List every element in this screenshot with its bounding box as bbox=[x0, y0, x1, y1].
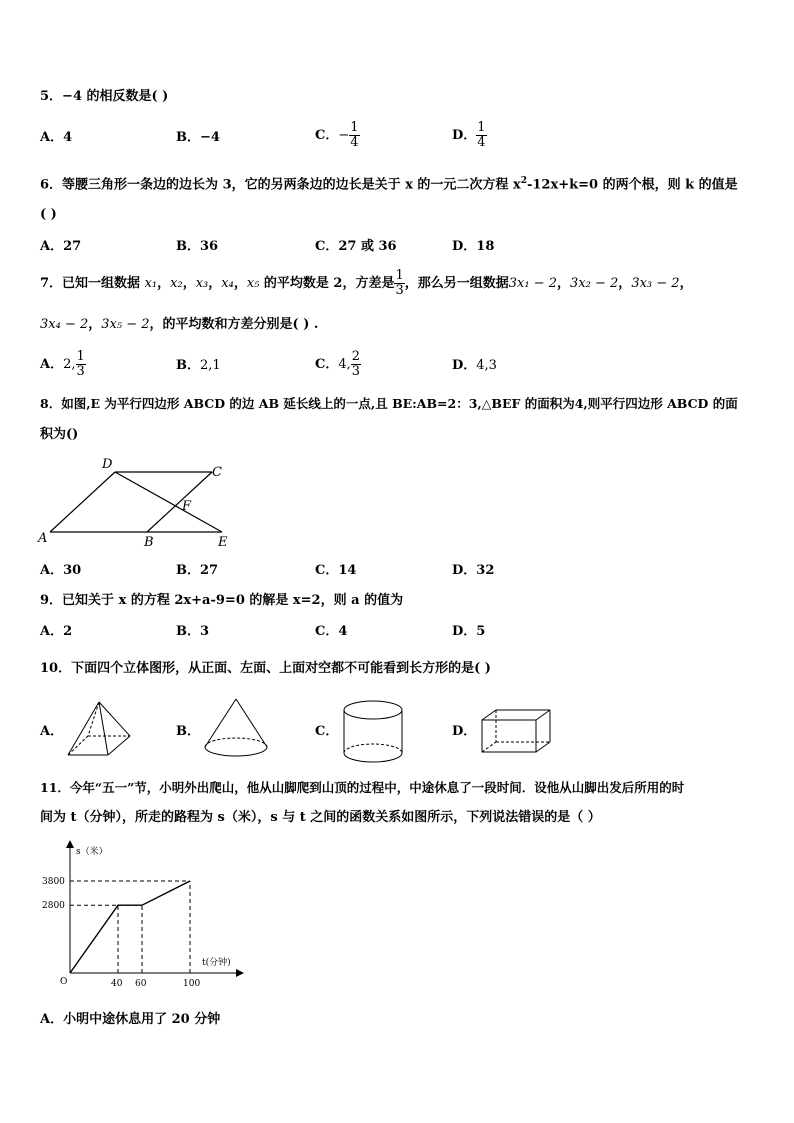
series-line bbox=[70, 881, 190, 973]
q8-option-a[interactable]: A．30 bbox=[40, 563, 82, 578]
label-d: D bbox=[102, 457, 113, 472]
edge-de bbox=[115, 472, 222, 532]
cuboid-figure[interactable] bbox=[480, 708, 552, 754]
q10-option-b[interactable]: B． bbox=[176, 724, 200, 739]
q8-option-d[interactable]: D．32 bbox=[452, 563, 495, 578]
label-b: B bbox=[144, 535, 154, 550]
q8-option-c[interactable]: C．14 bbox=[315, 563, 357, 578]
distance-time-graph bbox=[30, 838, 270, 998]
q5-option-d-fraction: $\frac{1}{4}$ bbox=[477, 120, 486, 150]
x-axis-label: t(分钟) bbox=[202, 958, 231, 968]
q6-option-b[interactable]: B．36 bbox=[176, 239, 219, 254]
q11-option-a[interactable]: A．小明中途休息用了 20 分钟 bbox=[40, 1012, 221, 1027]
q7-stem: 7．已知一组数据 x₁，x₂，x₃，x₄，x₅ 的平均数是 2，方差是 $\frac{1}{3}$ ，那么另一组数据3x₁ − 2，3x₂ − 2，3x₃ − 2， bbox=[40, 268, 693, 298]
q5-option-c-fraction: $\frac{1}{4}$ bbox=[350, 120, 359, 150]
q7-option-b[interactable]: B．2,1 bbox=[176, 358, 221, 373]
q6-option-a[interactable]: A．27 bbox=[40, 239, 82, 254]
cylinder-figure[interactable] bbox=[342, 699, 404, 765]
q6-option-c[interactable]: C．27 或 36 bbox=[315, 239, 397, 254]
q5-option-c-sign: − bbox=[338, 128, 350, 143]
q5-option-d[interactable] bbox=[452, 121, 487, 150]
pyramid-figure[interactable] bbox=[64, 700, 134, 760]
x-tick-40: 40 bbox=[111, 979, 123, 989]
parallelogram-figure bbox=[36, 458, 236, 548]
q5-option-a[interactable]: A．4 bbox=[40, 130, 73, 145]
origin-label: O bbox=[60, 977, 68, 987]
cone-figure[interactable] bbox=[203, 697, 269, 761]
q9-stem: 9．已知关于 x 的方程 2x+a-9=0 的解是 x=2，则 a 的值为 bbox=[40, 593, 404, 608]
q7-option-c[interactable]: C．4, $\frac{2}{3}$ bbox=[315, 349, 361, 379]
y-tick-3800: 3800 bbox=[42, 877, 65, 887]
q5-option-c-label: C． bbox=[315, 128, 339, 143]
q10-option-c[interactable]: C． bbox=[315, 724, 339, 739]
edge-bc bbox=[147, 472, 212, 532]
q7-option-a[interactable]: A．2, $\frac{1}{3}$ bbox=[40, 349, 85, 379]
q5-stem: 5．−4 的相反数是( ) bbox=[40, 89, 169, 104]
q10-option-d[interactable]: D． bbox=[452, 724, 477, 739]
q6-stem: 6．等腰三角形一条边的边长为 3，它的另两条边的边长是关于 x 的一元二次方程 $x^2-12x+k=0$ 的两个根，则 k 的值是 bbox=[40, 176, 738, 193]
q9-option-d[interactable]: D．5 bbox=[452, 624, 486, 639]
q5-option-d-label: D． bbox=[452, 128, 477, 143]
label-f: F bbox=[182, 499, 192, 514]
q10-option-a[interactable]: A． bbox=[40, 724, 64, 739]
edge-ad bbox=[50, 472, 115, 532]
label-e: E bbox=[218, 535, 228, 550]
q5-option-b[interactable]: B．−4 bbox=[176, 130, 220, 145]
y-axis-label: s（米） bbox=[76, 847, 108, 857]
q6-stem-cont: ( ) bbox=[40, 207, 57, 222]
q9-option-a[interactable]: A．2 bbox=[40, 624, 73, 639]
q11-stem: 11．今年“五一”节，小明外出爬山，他从山脚爬到山顶的过程中，中途休息了一段时间．设他从山脚出发后所用的时 bbox=[40, 780, 685, 795]
x-tick-60: 60 bbox=[135, 979, 147, 989]
q7-option-d[interactable]: D．4,3 bbox=[452, 358, 497, 373]
q5-option-c[interactable] bbox=[315, 121, 360, 150]
q7-stem-cont: 3x₄ − 2，3x₅ − 2，的平均数和方差分别是( ) . bbox=[40, 317, 319, 332]
q10-stem: 10．下面四个立体图形，从正面、左面、上面对空都不可能看到长方形的是( ) bbox=[40, 661, 491, 676]
q8-option-b[interactable]: B．27 bbox=[176, 563, 219, 578]
q9-option-b[interactable]: B．3 bbox=[176, 624, 210, 639]
q6-option-d[interactable]: D．18 bbox=[452, 239, 495, 254]
q8-stem: 8．如图,E 为平行四边形 ABCD 的边 AB 延长线上的一点,且 BE:AB=2：3,△BEF 的面积为4,则平行四边形 ABCD 的面 bbox=[40, 396, 738, 411]
y-tick-2800: 2800 bbox=[42, 901, 65, 912]
q7-variance-fraction: $\frac{1}{3}$ bbox=[395, 268, 404, 298]
q8-stem-cont: 积为() bbox=[40, 427, 79, 442]
x-tick-100: 100 bbox=[183, 979, 201, 989]
label-c: C bbox=[212, 465, 222, 480]
label-a: A bbox=[38, 531, 48, 546]
q9-option-c[interactable]: C．4 bbox=[315, 624, 348, 639]
q11-stem-cont: 间为 t（分钟），所走的路程为 s（米），s 与 t 之间的函数关系如图所示，下列说法错误的是（ ） bbox=[40, 810, 601, 825]
